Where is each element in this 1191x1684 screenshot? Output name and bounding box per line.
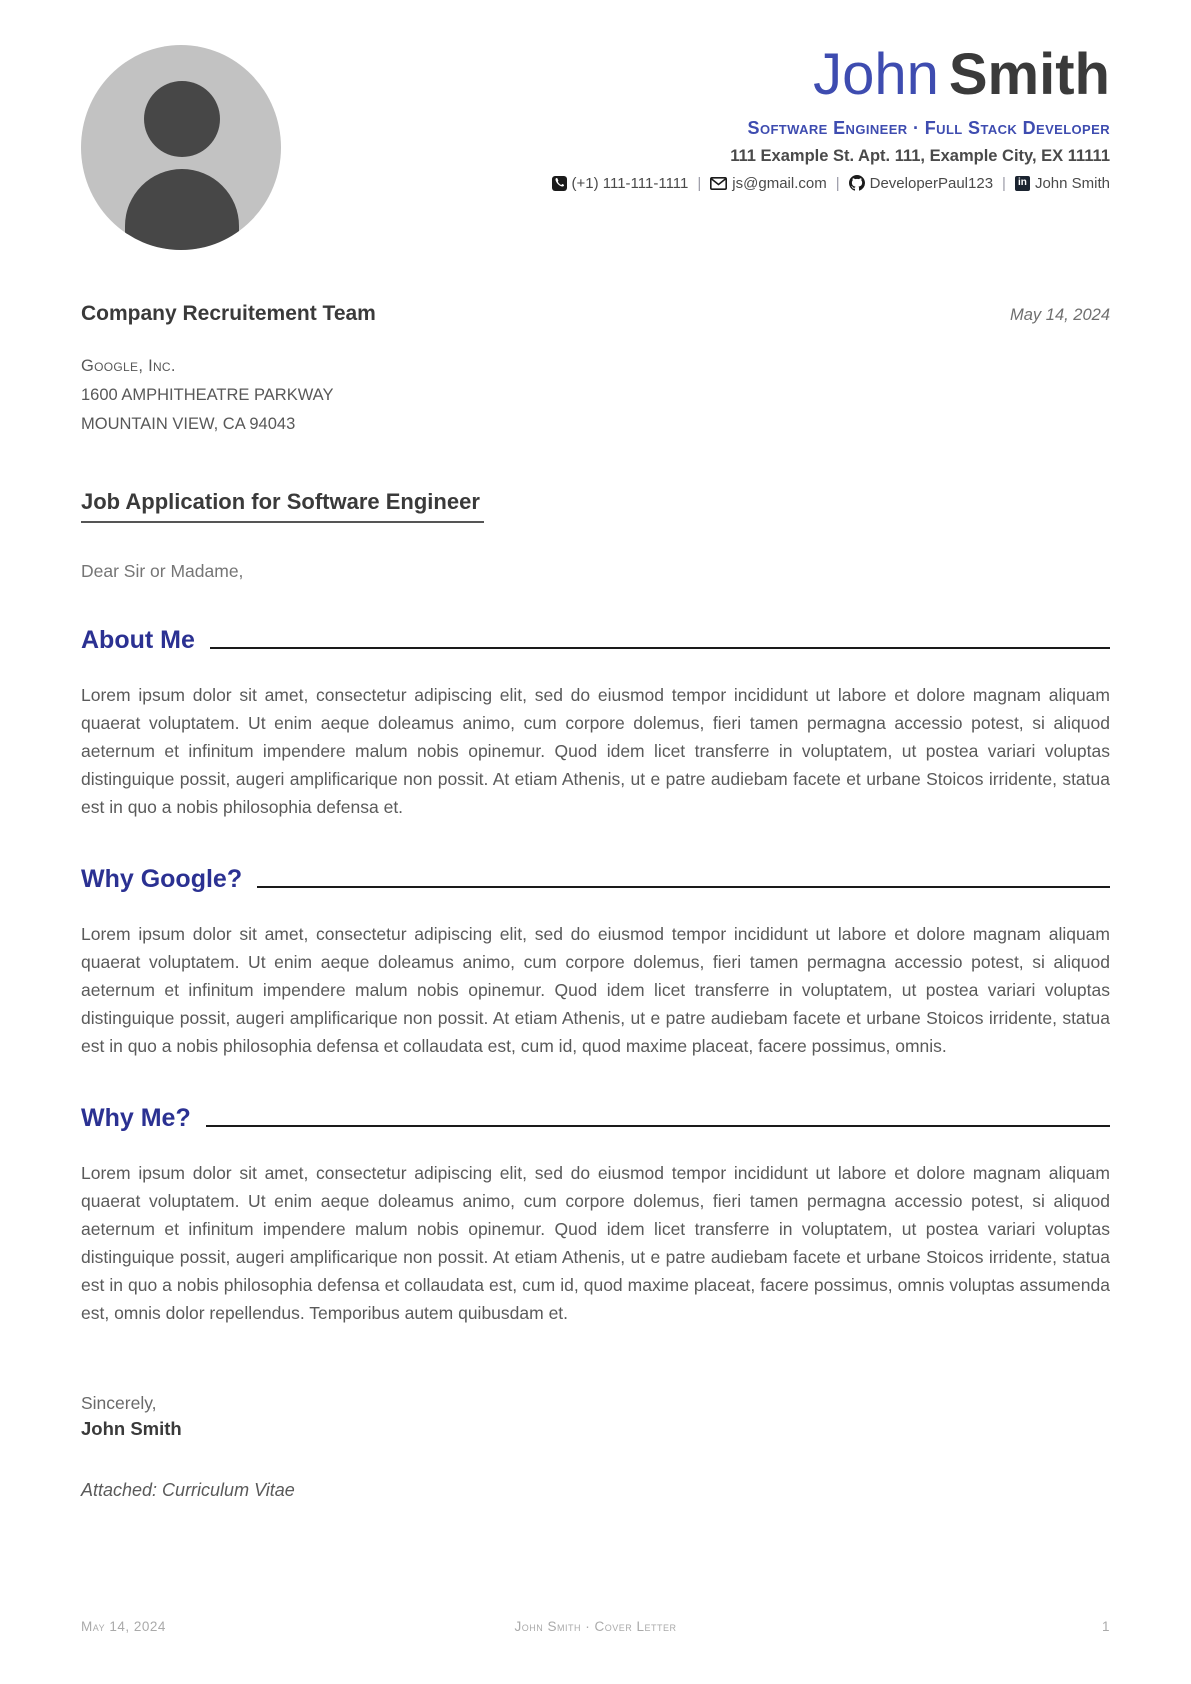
contact-separator: | [1002,174,1006,192]
section-rule [206,1125,1110,1127]
last-name: Smith [948,42,1110,107]
company-name: Google, Inc. [81,357,176,375]
email-address[interactable]: js@gmail.com [732,174,827,192]
phone-number[interactable]: (+1) 111-111-1111 [571,174,689,192]
section-title: Why Google? [81,864,243,893]
section-title: About Me [81,625,195,654]
section-why-google [81,865,1110,1060]
name [281,42,1110,107]
section-about-me [81,626,1110,821]
section-title: Why Me? [81,1103,191,1132]
github-username[interactable]: DeveloperPaul123 [869,174,994,192]
company-address-line2: MOUNTAIN VIEW, CA 94043 [81,414,296,433]
phone-icon [552,176,567,191]
avatar [81,45,281,250]
section-rule [210,647,1110,649]
section-heading-row [81,626,1110,655]
phone-contact[interactable] [552,175,689,192]
linkedin-name[interactable]: John Smith [1034,174,1110,192]
section-rule [257,886,1110,888]
section-body: Lorem ipsum dolor sit amet, consectetur adipiscing elit, sed do eiusmod tempor incididunt ut labore et dolore magnam aliquam quaerat voluptatem. Ut enim aeque doleamus animo, cum corpore dolemus, fieri tamen permagna accessio potest, si aliquod aeternum et infinitum impendere malum nobis opinemur. Quod idem licet transferre in voluptatem, ut postea variari voluptas distinguique possit, augeri amplificarique non possit. At etiam Athenis, ut e patre audiebam facete et urbane Stoicos irridente, statua est in quo a nobis philosophia defensa et collaudata est, cum id, quod maxime placeat, facere possimus, omnis voluptas assumenda est, omnis dolor repellendus. Temporibus autem quibusdam et. [81,1162,1110,1323]
company-address-block [81,352,1110,439]
header-identity [281,42,1110,192]
linkedin-contact[interactable] [1015,175,1110,192]
recipient-row [81,302,1110,326]
avatar-person-icon [144,81,220,157]
section-body: Lorem ipsum dolor sit amet, consectetur adipiscing elit, sed do eiusmod tempor incididunt ut labore et dolore magnam aliquam quaerat voluptatem. Ut enim aeque doleamus animo, cum corpore dolemus, fieri tamen permagna accessio potest, si aliquod aeternum et infinitum impendere malum nobis opinemur. Quod idem licet transferre in voluptatem, ut postea variari voluptas distinguique possit, augeri amplificarique non possit. At etiam Athenis, ut e patre audiebam facete et urbane Stoicos irridente, statua est in quo a nobis philosophia defensa et collaudata est, cum id, quod maxime placeat, facere possimus, omnis. [81,923,1110,1056]
github-contact[interactable] [849,175,993,192]
recipient-title: Company Recruitement Team [81,302,376,325]
letter-date: May 14, 2024 [1010,306,1110,324]
footer-date: May 14, 2024 [81,1619,166,1634]
postal-address: 111 Example St. Apt. 111, Example City, EX 11111 [730,146,1110,165]
section-why-me [81,1104,1110,1327]
job-tagline: Software Engineer · Full Stack Developer [747,117,1110,138]
linkedin-icon: in [1015,176,1030,191]
salutation: Dear Sir or Madame, [81,560,244,581]
section-heading-row [81,1104,1110,1133]
email-contact[interactable] [710,175,826,192]
avatar-person-icon [125,169,239,250]
footer-document-title: John Smith · Cover Letter [514,1619,677,1634]
attachment-note: Attached: Curriculum Vitae [81,1479,295,1500]
closing: Sincerely, [81,1392,157,1413]
company-address-line1: 1600 AMPHITHEATRE PARKWAY [81,385,334,404]
page-footer [81,1619,1110,1634]
contact-separator: | [697,174,702,192]
header [81,42,1110,250]
section-body: Lorem ipsum dolor sit amet, consectetur adipiscing elit, sed do eiusmod tempor incididunt ut labore et dolore magnam aliquam quaerat voluptatem. Ut enim aeque doleamus animo, cum corpore dolemus, fieri tamen permagna accessio potest, si aliquod aeternum et infinitum impendere malum nobis opinemur. Quod idem licet transferre in voluptatem, ut postea variari voluptas distinguique possit, augeri amplificarique non possit. At etiam Athenis, ut e patre audiebam facete et urbane Stoicos irridente, statua est in quo a nobis philosophia defensa et. [81,684,1110,817]
signature-name: John Smith [81,1417,182,1439]
contact-separator: | [835,174,840,192]
email-icon [710,177,727,190]
footer-page-number: 1 [1101,1619,1110,1634]
first-name: John [813,42,939,107]
section-heading-row [81,865,1110,894]
letter-subject: Job Application for Software Engineer [81,489,484,523]
github-icon [849,175,865,191]
contact-line [281,175,1110,192]
